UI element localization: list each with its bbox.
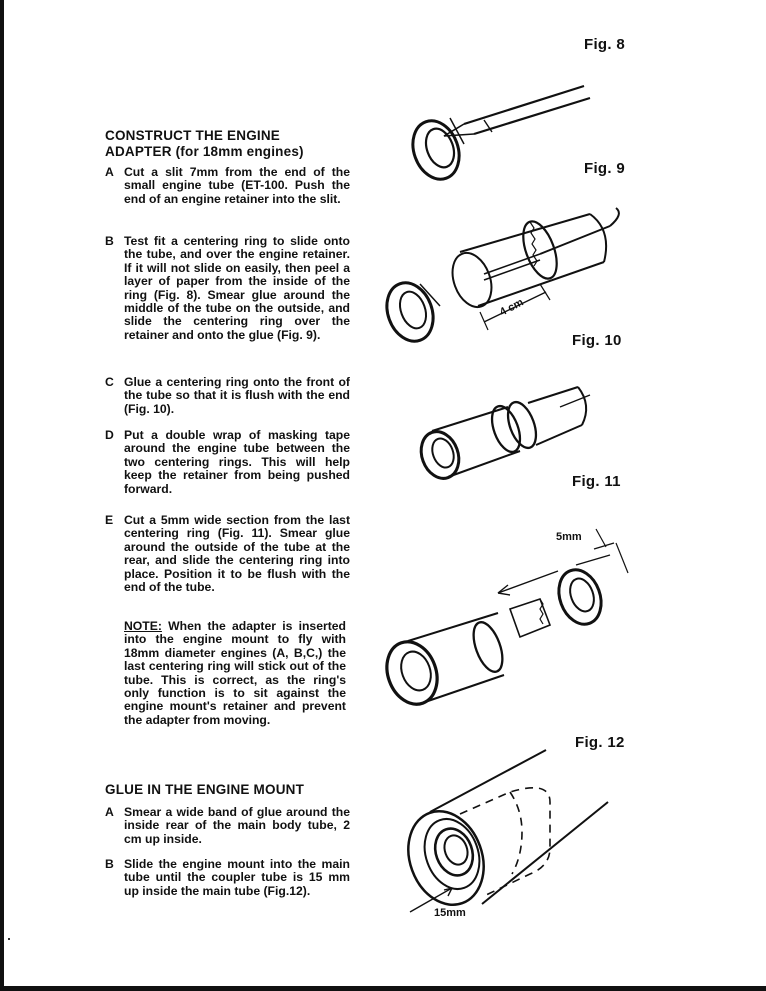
step-b bbox=[105, 235, 350, 342]
step-d-letter: D bbox=[105, 428, 114, 442]
step-b-letter: B bbox=[105, 234, 114, 248]
note-text: When the adapter is inserted into the engine mount to fly with 18mm diameter engines (A, B,C,) the last centering ring will stick out of the tube. This is correct, as the ring's only function is to sit against the engine mount's retainer and prevent the adapter from moving. bbox=[124, 619, 346, 727]
fig-8-label: Fig. 8 bbox=[584, 36, 625, 53]
fig-9-illustration bbox=[380, 200, 620, 350]
dimension-4cm: 4 cm bbox=[497, 296, 526, 319]
step-d-text: Put a double wrap of masking tape around the engine tube between the two centering rings. This will help keep the retainer from being pushed forward. bbox=[124, 428, 350, 496]
dimension-5mm: 5mm bbox=[556, 531, 582, 543]
mount-step-a bbox=[105, 806, 350, 846]
step-d bbox=[105, 429, 350, 496]
fig-12-label: Fig. 12 bbox=[575, 734, 625, 751]
fig-10-label: Fig. 10 bbox=[572, 332, 622, 349]
step-e-letter: E bbox=[105, 513, 114, 527]
stray-mark bbox=[8, 938, 10, 940]
step-c-text: Glue a centering ring onto the front of the tube so that it is flush with the end (Fig. 10). bbox=[124, 375, 350, 416]
note-paragraph bbox=[124, 620, 346, 727]
step-a bbox=[105, 166, 350, 206]
step-c-letter: C bbox=[105, 375, 114, 389]
section-adapter-title-line2: ADAPTER (for 18mm engines) bbox=[105, 144, 304, 159]
dimension-15mm: 15mm bbox=[434, 907, 466, 919]
fig-9-label: Fig. 9 bbox=[584, 160, 625, 177]
fig-12-illustration bbox=[400, 750, 620, 930]
mount-step-b-letter: B bbox=[105, 857, 114, 871]
fig-11-label: Fig. 11 bbox=[572, 473, 621, 490]
step-e bbox=[105, 514, 350, 594]
note-label: NOTE: bbox=[124, 619, 162, 633]
step-e-text: Cut a 5mm wide section from the last centering ring (Fig. 11). Smear glue around the outside of the tube at the rear, and slide the centering ring into place. Position it to be flush with the end of the tube. bbox=[124, 513, 350, 595]
section-mount-title: GLUE IN THE ENGINE MOUNT bbox=[105, 782, 305, 797]
mount-step-b-text: Slide the engine mount into the main tube until the coupler tube is 15 mm up inside the main tube (Fig.12). bbox=[124, 857, 350, 898]
mount-step-a-text: Smear a wide band of glue around the inside rear of the main body tube, 2 cm up inside. bbox=[124, 805, 350, 846]
mount-step-a-letter: A bbox=[105, 805, 114, 819]
mount-step-b bbox=[105, 858, 350, 898]
page-frame-left bbox=[0, 0, 4, 991]
section-adapter-title-line1: CONSTRUCT THE ENGINE bbox=[105, 128, 281, 143]
fig-10-illustration bbox=[410, 385, 600, 485]
page-frame-bottom bbox=[0, 986, 766, 991]
fig-8-illustration bbox=[400, 70, 600, 190]
step-b-text: Test fit a centering ring to slide onto the tube, and over the engine retainer. If it will not slide on easily, then peel a layer of paper from the inside of the ring (Fig. 8). Smear glue around the middle of the tube on the outside, and slide the centering ring over the retainer and onto the glue (Fig. 9). bbox=[124, 234, 350, 342]
step-a-letter: A bbox=[105, 165, 114, 179]
step-c bbox=[105, 376, 350, 416]
step-a-text: Cut a slit 7mm from the end of the small engine tube (ET-100. Push the end of an engine retainer into the slit. bbox=[124, 165, 350, 206]
fig-11-illustration bbox=[380, 525, 640, 715]
section-adapter-title bbox=[105, 128, 304, 160]
